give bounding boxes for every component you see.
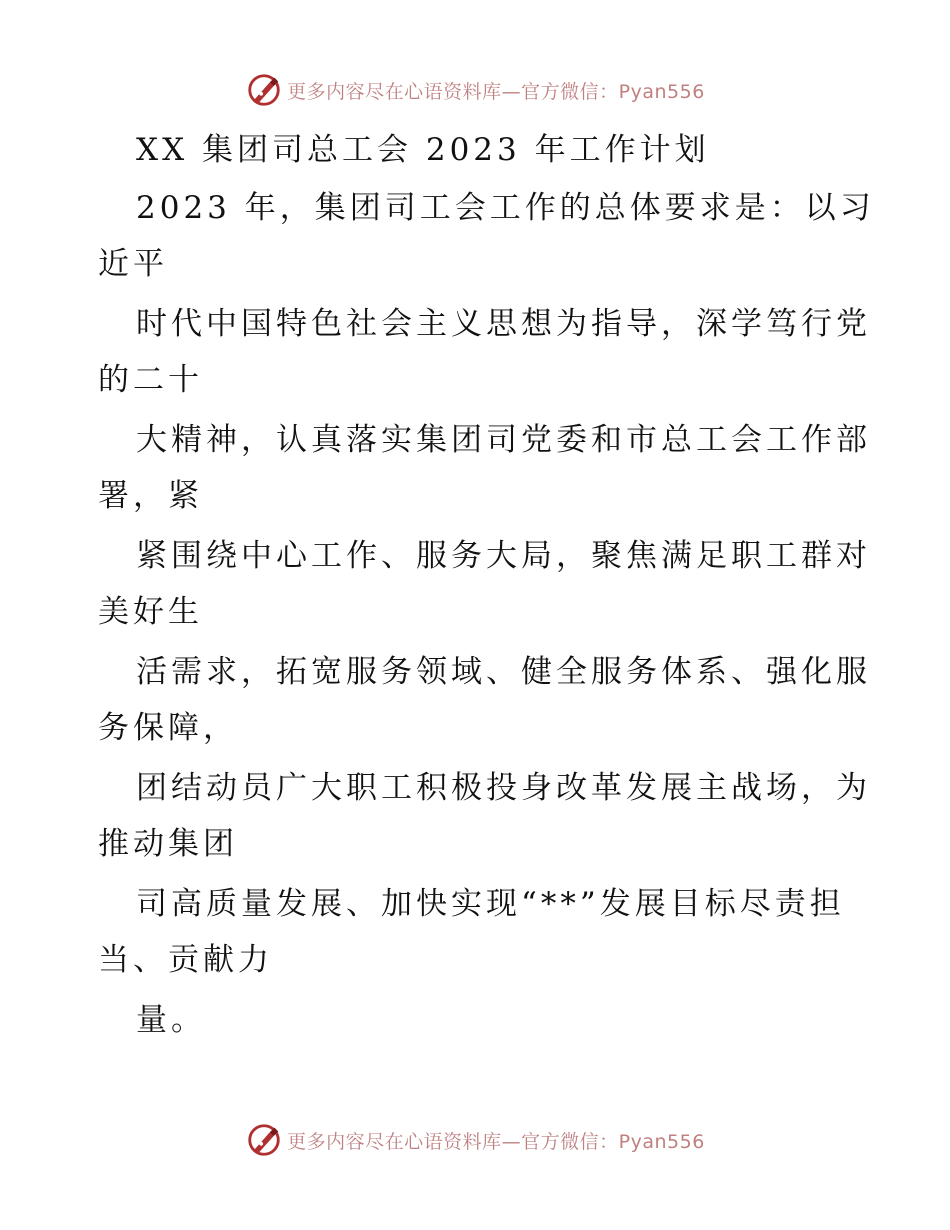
paragraph-line: 近平 bbox=[98, 246, 168, 282]
watermark-text: 更多内容尽在心语资料库—官方微信：Pyan556 bbox=[287, 1130, 705, 1153]
paragraph-line: 2023 年，集团司工会工作的总体要求是：以习 bbox=[136, 190, 875, 226]
header-watermark bbox=[0, 70, 950, 110]
paragraph-line: 量。 bbox=[136, 1002, 206, 1038]
document-title: XX 集团司总工会 2023 年工作计划 bbox=[136, 132, 710, 168]
pen-logo-icon bbox=[245, 1121, 283, 1159]
paragraph-line: 司高质量发展、加快实现“**”发展目标尽责担 bbox=[136, 886, 845, 922]
paragraph-line: 推动集团 bbox=[98, 826, 238, 862]
paragraph-line: 务保障， bbox=[98, 710, 238, 746]
paragraph-line: 活需求，拓宽服务领域、健全服务体系、强化服 bbox=[136, 654, 871, 690]
paragraph-line: 的二十 bbox=[98, 362, 203, 398]
paragraph-line: 大精神，认真落实集团司党委和市总工会工作部 bbox=[136, 422, 871, 458]
footer-watermark bbox=[0, 1120, 950, 1160]
paragraph-line: 当、贡献力 bbox=[98, 942, 273, 978]
paragraph-line: 时代中国特色社会主义思想为指导，深学笃行党 bbox=[136, 306, 871, 342]
pen-logo-icon bbox=[245, 71, 283, 109]
watermark-text: 更多内容尽在心语资料库—官方微信：Pyan556 bbox=[287, 80, 705, 103]
paragraph-line: 美好生 bbox=[98, 594, 203, 630]
paragraph-line: 署，紧 bbox=[98, 478, 203, 514]
paragraph-line: 紧围绕中心工作、服务大局，聚焦满足职工群对 bbox=[136, 538, 871, 574]
paragraph-line: 团结动员广大职工积极投身改革发展主战场，为 bbox=[136, 770, 871, 806]
